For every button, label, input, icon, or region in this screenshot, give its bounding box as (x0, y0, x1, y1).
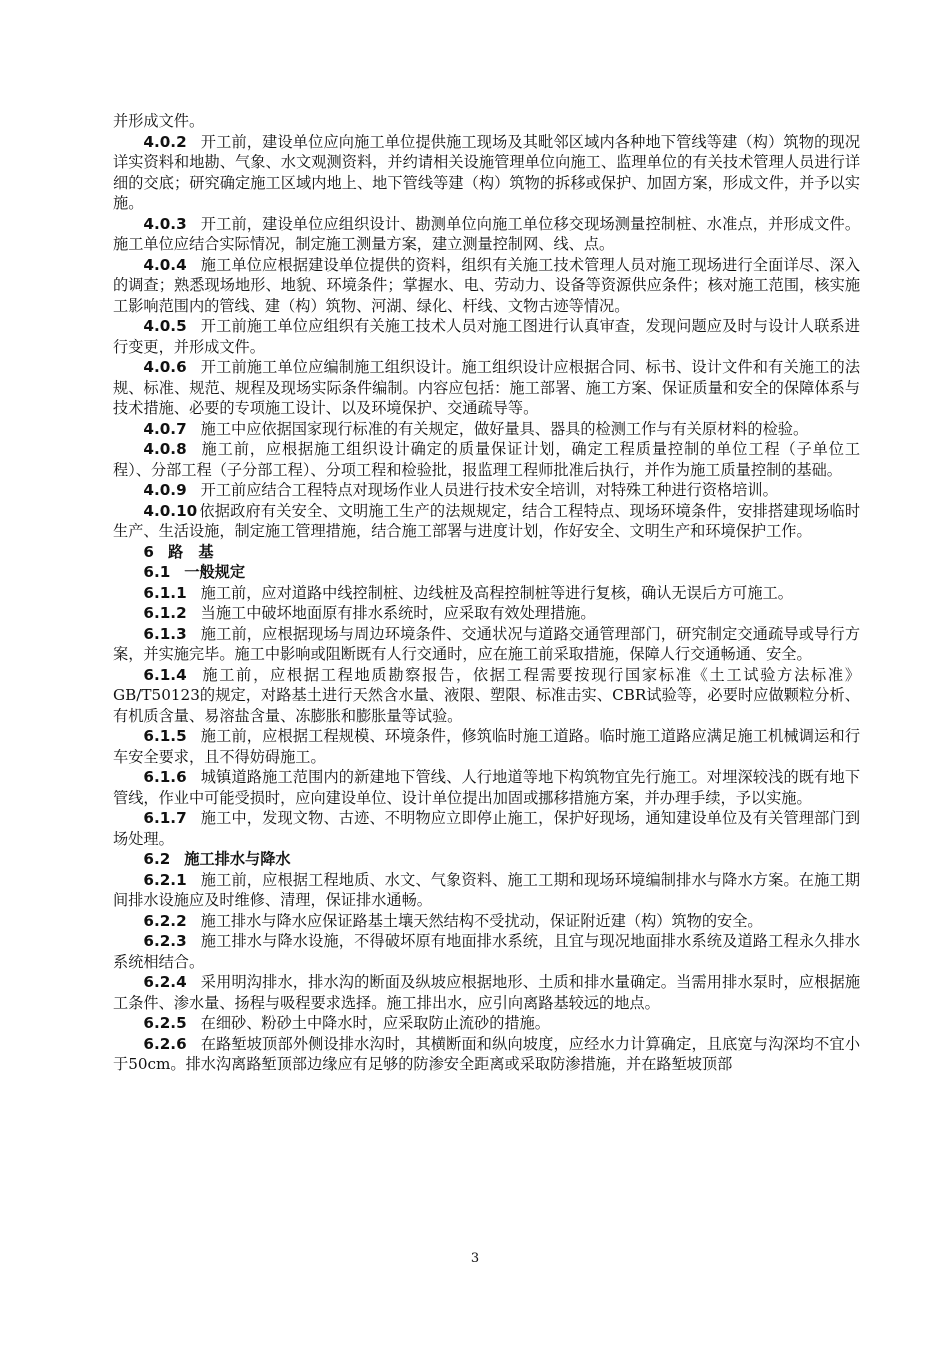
section-heading-6-2 (113, 849, 860, 870)
clause-number: 6.1.3 (143, 624, 187, 643)
clause-number: 6.1.6 (143, 768, 187, 786)
heading-text: 施工排水与降水 (184, 850, 291, 868)
clause-text: 在路堑坡顶部外侧设排水沟时，其横断面和纵向坡度，应经水力计算确定，且底宽与沟深均不宜小于50cm。排水沟离路堑顶部边缘应有足够的防渗安全距离或采取防渗措施，并在路堑坡顶部 (113, 1034, 860, 1073)
clause-number: 6.2.4 (143, 973, 187, 991)
clause-6-1-2 (113, 603, 860, 624)
clause-4-0-8 (113, 439, 860, 480)
clause-6-1-5 (113, 726, 860, 767)
clause-6-1-7 (113, 808, 860, 849)
clause-number: 6.2.3 (143, 932, 187, 950)
clause-number: 4.0.3 (143, 214, 187, 233)
clause-6-1-6 (113, 767, 860, 808)
clause-6-2-1 (113, 870, 860, 911)
clause-text: 施工中应依据国家现行标准的有关规定，做好量具、器具的检测工作与有关原材料的检验。 (200, 419, 809, 438)
heading-text: 一般规定 (184, 563, 246, 581)
clause-number: 4.0.2 (143, 132, 187, 151)
clause-number: 6.2.2 (143, 911, 187, 930)
clause-number: 6.1.7 (143, 809, 187, 827)
section-heading-6-1 (113, 562, 860, 583)
clause-text: 开工前应结合工程特点对现场作业人员进行技术安全培训，对特殊工种进行资格培训。 (200, 481, 778, 499)
clause-text: 施工前，应根据工程规模、环境条件，修筑临时施工道路。临时施工道路应满足施工机械调运和行车安全要求，且不得妨碍施工。 (113, 727, 860, 766)
paragraph: 并形成文件。 (113, 112, 205, 130)
clause-text: 在细砂、粉砂土中降水时，应采取防止流砂的措施。 (200, 1014, 550, 1032)
chapter-heading (113, 542, 860, 563)
heading-number: 6.2 (143, 850, 171, 868)
clause-6-2-3 (113, 931, 860, 972)
clause-6-2-6 (113, 1034, 860, 1075)
clause-text: 城镇道路施工范围内的新建地下管线、人行地道等地下构筑物宜先行施工。对埋深较浅的既有地下管线，作业中可能受损时，应向建设单位、设计单位提出加固或挪移措施方案，并办理手续，予以实施。 (113, 768, 860, 807)
clause-4-0-7 (113, 419, 860, 440)
clause-number: 6.2.5 (143, 1014, 187, 1032)
clause-text: 依据政府有关安全、文明施工生产的法规规定，结合工程特点、现场环境条件，安排搭建现场临时生产、生活设施，制定施工管理措施，结合施工部署与进度计划，作好安全、文明生产和环境保护工作。 (113, 501, 860, 540)
clause-text: 开工前施工单位应组织有关施工技术人员对施工图进行认真审查，发现问题应及时与设计人联系进行变更，并形成文件。 (113, 317, 860, 356)
clause-4-0-2 (113, 132, 860, 214)
document-body (113, 111, 860, 1075)
clause-6-2-2 (113, 911, 860, 932)
clause-number: 6.1.5 (143, 727, 187, 745)
clause-number: 6.1.4 (143, 665, 187, 684)
clause-number: 4.0.4 (143, 255, 187, 274)
clause-text: 开工前，建设单位应组织设计、勘测单位向施工单位移交现场测量控制桩、水准点，并形成文件。施工单位应结合实际情况，制定施工测量方案，建立测量控制网、线、点。 (113, 214, 860, 253)
clause-number: 6.1.2 (143, 604, 187, 622)
clause-text: 施工中，发现文物、古迹、不明物应立即停止施工，保护好现场，通知建设单位及有关管理部门到场处理。 (113, 809, 860, 848)
clause-text: 施工前，应根据施工组织设计确定的质量保证计划，确定工程质量控制的单位工程（子单位工程）、分部工程（子分部工程）、分项工程和检验批，报监理工程师批准后执行，并作为施工质量控制的基础。 (113, 440, 860, 479)
clause-number: 4.0.8 (143, 440, 187, 458)
clause-text: 施工单位应根据建设单位提供的资料，组织有关施工技术管理人员对施工现场进行全面详尽、深入的调查；熟悉现场地形、地貌、环境条件；掌握水、电、劳动力、设备等资源供应条件；核对施工范围，核实施工影响范围内的管线、建（构）筑物、河湖、绿化、杆线、文物古迹等情况。 (113, 255, 860, 315)
clause-6-1-3 (113, 624, 860, 665)
clause-text: 开工前施工单位应编制施工组织设计。施工组织设计应根据合同、标书、设计文件和有关施工的法规、标准、规范、规程及现场实际条件编制。内容应包括：施工部署、施工方案、保证质量和安全的保障体系与技术措施、必要的专项施工设计、以及环境保护、交通疏导等。 (113, 358, 860, 417)
clause-4-0-10 (113, 501, 860, 542)
clause-text: 施工前，应根据现场与周边环境条件、交通状况与道路交通管理部门，研究制定交通疏导或导行方案，并实施完毕。施工中影响或阻断既有人行交通时，应在施工前采取措施，保障人行交通畅通、安全。 (113, 624, 860, 663)
clause-4-0-4 (113, 255, 860, 317)
clause-text: 施工前，应根据工程地质勘察报告，依据工程需要按现行国家标准《土工试验方法标准》GB/T50123的规定，对路基土进行天然含水量、液限、塑限、标准击实、CBR试验等，必要时应做颗粒分析、有机质含量、易溶盐含量、冻膨胀和膨胀量等试验。 (113, 665, 860, 725)
clause-number: 4.0.10 (143, 501, 198, 520)
clause-number: 4.0.7 (143, 419, 187, 438)
clause-number: 4.0.6 (143, 358, 187, 376)
clause-6-1-1 (113, 583, 860, 604)
clause-text: 当施工中破坏地面原有排水系统时，应采取有效处理措施。 (200, 604, 596, 622)
clause-6-2-5 (113, 1013, 860, 1034)
clause-text: 施工排水与降水应保证路基土壤天然结构不受扰动，保证附近建（构）筑物的安全。 (200, 911, 763, 930)
clause-text: 施工排水与降水设施，不得破坏原有地面排水系统，且宜与现况地面排水系统及道路工程永久排水系统相结合。 (113, 932, 860, 971)
heading-text: 路 基 (167, 542, 214, 561)
clause-number: 6.2.6 (143, 1034, 187, 1053)
page-number: 3 (470, 1251, 480, 1266)
clause-4-0-3 (113, 214, 860, 255)
clause-number: 4.0.5 (143, 317, 187, 335)
heading-number: 6 (143, 542, 154, 561)
clause-4-0-5 (113, 316, 860, 357)
clause-text: 采用明沟排水，排水沟的断面及纵坡应根据地形、土质和排水量确定。当需用排水泵时，应根据施工条件、渗水量、扬程与吸程要求选择。施工排出水，应引向离路基较远的地点。 (113, 973, 860, 1012)
clause-number: 6.1.1 (143, 583, 187, 602)
clause-number: 4.0.9 (143, 481, 187, 499)
clause-text: 施工前，应根据工程地质、水文、气象资料、施工工期和现场环境编制排水与降水方案。在施工期间排水设施应及时维修、清理，保证排水通畅。 (113, 870, 860, 909)
clause-6-1-4 (113, 665, 860, 727)
clause-text: 施工前，应对道路中线控制桩、边线桩及高程控制桩等进行复核，确认无误后方可施工。 (200, 583, 793, 602)
clause-text: 开工前，建设单位应向施工单位提供施工现场及其毗邻区域内各种地下管线等建（构）筑物的现况详实资料和地勘、气象、水文观测资料，并约请相关设施管理单位向施工、监理单位的有关技术管理人员进行详细的交底；研究确定施工区域内地上、地下管线等建（构）筑物的拆移或保护、加固方案，形成文件，并予以实施。 (113, 132, 860, 212)
clause-4-0-9 (113, 480, 860, 501)
clause-6-2-4 (113, 972, 860, 1013)
clause-number: 6.2.1 (143, 870, 187, 889)
heading-number: 6.1 (143, 563, 171, 581)
clause-4-0-6 (113, 357, 860, 419)
